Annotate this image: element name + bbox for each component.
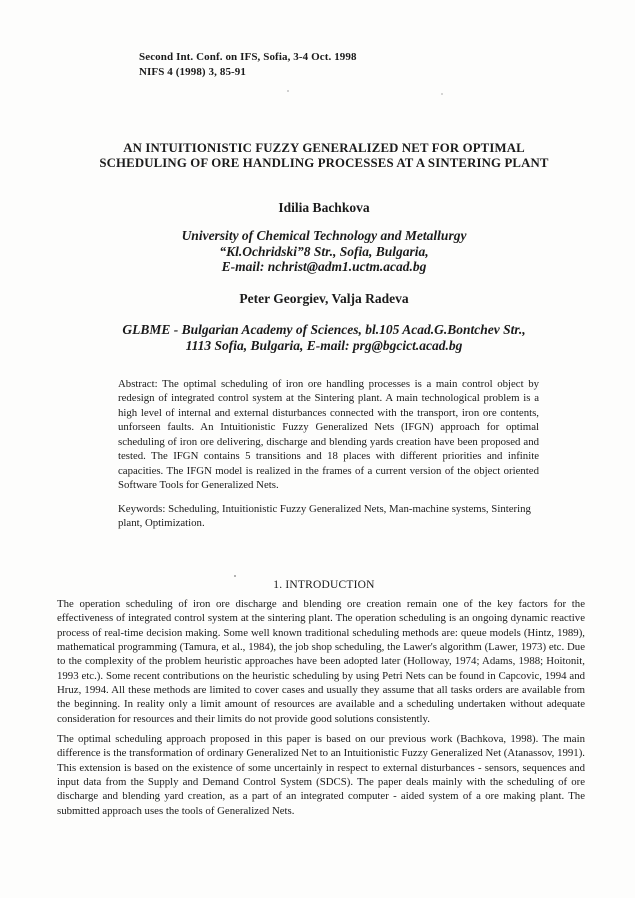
paper-title [13,141,635,172]
affiliation-1-line2: “Kl.Ochridski”8 Str., Sofia, Bulgaria, [219,243,429,259]
introduction-body [57,597,585,818]
abstract-text: Abstract: The optimal scheduling of iron ore handling processes is a main control object by redesign of integrated control system at the Sintering plant. A main technological problem is a high level of internal and external disturbances connected with the transport, iron ore contents, unforseen faults. An Intuitionistic Fuzzy Generalized Nets (IFGN) approach for optimal scheduling of iron ore delivering, discharge and blending yards creation have been proposed and tested. The IFGN contains 5 transitions and 18 places with different priorities and infinite capacities. The IFGN model is realized in the frames of a current version of the object oriented Software Tools for Generalized Nets. [118,378,539,492]
affiliation-2-line2: 1113 Sofia, Bulgaria, E-mail: prg@bgcict.acad.bg [185,337,463,353]
conference-header [139,50,357,80]
scan-artifact-dot [287,90,289,92]
conference-header-line1: Second Int. Conf. on IFS, Sofia, 3-4 Oct. 1998 [139,51,357,63]
paper-title-line2: SCHEDULING OF ORE HANDLING PROCESSES AT A SINTERING PLANT [99,156,549,171]
scan-artifact-dot [234,575,236,577]
author-name-1: Idilia Bachkova [278,200,370,215]
affiliation-1-line1: University of Chemical Technology and Metallurgy [181,228,467,243]
author-name-2: Peter Georgiev, Valja Radeva [239,291,409,306]
affiliation-2-line1: GLBME - Bulgarian Academy of Sciences, bl.105 Acad.G.Bontchev Str., [122,322,526,337]
introduction-paragraph-1: The operation scheduling of iron ore discharge and blending ore creation remain one of the key factors for the effectiveness of integrated control system at the sintering plant. The operation scheduling is an ongoing dynamic reactive process of real-time decision making. Some well known traditional scheduling methods are: queue models (Hintz, 1989), mathematical programming (Tamura, et al., 1984), the job shop scheduling, the Lawer's algorithm (Lawer, 1973) etc. Due to the complexity of the problem heuristic approaches have been adopted later (Holloway, 1974; Adams, 1988; Hoitonit, 1993 etc.). Some recent contributions on the heuristic scheduling by using Petri Nets can be found in Capcovic, 1994 and Hruz, 1994. All these methods are limited to cover cases and usually they assume that all tasks orders are available from the beginning. In reality only a limit amount of resources are available and a scheduling undertaken without adequate consideration for resources and their limits do not provide good solutions consistently. [57,598,585,725]
conference-header-line2: NIFS 4 (1998) 3, 85-91 [139,66,247,78]
abstract-block [118,377,539,531]
introduction-paragraph-2: The optimal scheduling approach proposed in this paper is based on our previous work (Bachkova, 1998). The main difference is the transformation of ordinary Generalized Net to an Intuitionistic Fuzzy Generalized Net (Atanassov, 1991). This extension is based on the existence of some uncertainly in respect to external disturbances - sensors, sequences and input data from the Supply and Demand Control System (SDCS). The paper deals mainly with the scheduling of ore discharge and blending yard creation, as a part of an integrated computer - aided system of a ore making plant. The submitted approach uses the tools of Generalized Nets. [57,733,585,817]
scan-artifact-dot [441,93,443,95]
section-heading-introduction: 1. INTRODUCTION [273,579,375,591]
affiliation-1-line3: E-mail: nchrist@adm1.uctm.acad.bg [221,259,427,275]
keywords-text: Keywords: Scheduling, Intuitionistic Fuzzy Generalized Nets, Man-machine systems, Sintering plant, Optimization. [118,502,531,530]
affiliation-1 [13,228,635,275]
paper-title-line1: AN INTUITIONISTIC FUZZY GENERALIZED NET FOR OPTIMAL [123,141,525,155]
affiliation-2 [13,322,635,353]
